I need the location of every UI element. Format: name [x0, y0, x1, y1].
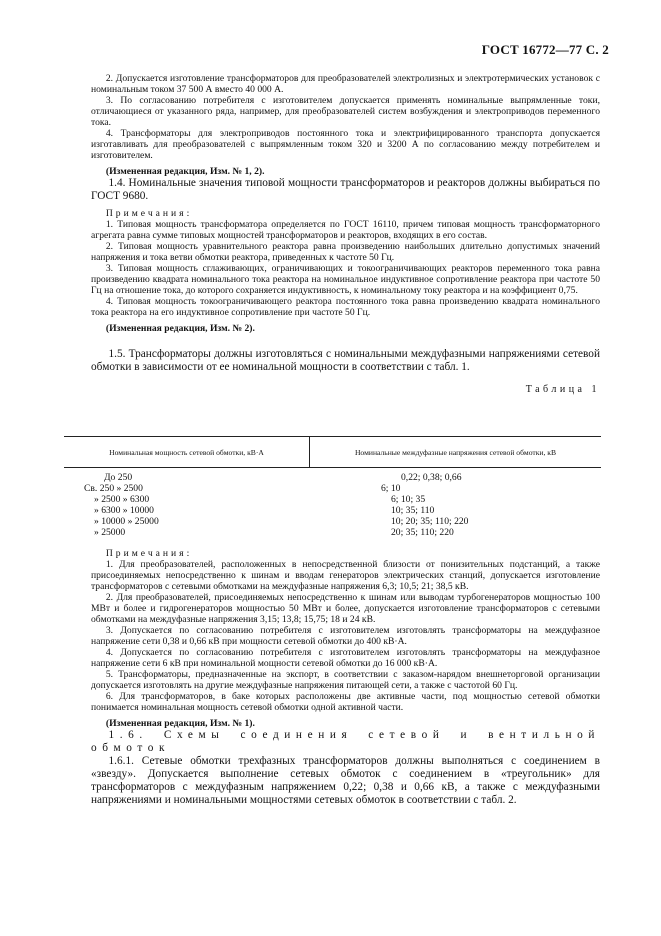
notes-heading: Примечания: — [105, 548, 193, 559]
note-paragraph: 3. По согласованию потребителя с изготовителем допускается применять номинальные выпрямленные токи, отличающиеся от указанного ряда, например, для преобразователей систем возбуждения и электроприводов переменного тока. — [91, 95, 600, 128]
note-paragraph: 2. Допускается изготовление трансформаторов для преобразователей электролизных и электротермических установок с номинальным током 37 500 А вместо 40 000 А. — [91, 73, 600, 95]
power-cell: » 25000 — [94, 527, 126, 538]
table-row — [64, 516, 601, 527]
note-paragraph: 3. Типовая мощность сглаживающих, ограничивающих и токоограничивающих реакторов переменного тока равна произведению квадрата номинального тока реактора на номинальное индуктивное сопротивление реактора при частоте 50 Гц на отношение тока, до которого сохраняется индуктивность, к номинальному току реактора и на коэффициент 0,75. — [91, 263, 600, 296]
document-body — [91, 73, 600, 395]
note-paragraph: 4. Типовая мощность токоограничивающего реактора постоянного тока равна произведению квадрата номинального тока реактора на его индуктивное сопротивление при частоте 50 Гц. — [91, 296, 600, 318]
voltage-cell: 6; 10; 35 — [391, 494, 426, 505]
note-paragraph: 5. Трансформаторы, предназначенные на экспорт, в соответствии с заказом-нарядом внешнеторговой организации допускается изготовлять на другие междуфазные напряжения питающей сети, а также с частотой 60 Гц. — [91, 669, 600, 691]
voltage-cell: 6; 10 — [381, 483, 401, 494]
table-row — [64, 483, 601, 494]
table-row — [64, 494, 601, 505]
power-cell: Св. 250 » 2500 — [84, 483, 143, 494]
clause-1-4: 1.4. Номинальные значения типовой мощности трансформаторов и реакторов должны выбираться по ГОСТ 9680. — [91, 177, 600, 202]
table-header-voltage: Номинальные междуфазные напряжения сетевой обмотки, кВ — [354, 447, 557, 457]
page-header: ГОСТ 16772—77 С. 2 — [481, 42, 609, 57]
voltage-cell: 10; 35; 110 — [391, 505, 435, 516]
clause-1-5: 1.5. Трансформаторы должны изготовляться с номинальными междуфазными напряжениями сетевой обмотки в зависимости от ее номинальной мощности в соответствии с табл. 1. — [91, 348, 600, 373]
power-cell: До 250 — [104, 472, 133, 483]
section-heading: 1.6. Схемы соединения сетевой и вентильной обмоток — [91, 729, 600, 754]
amendment-note: (Измененная редакция, Изм. № 1, 2). — [105, 166, 265, 177]
note-paragraph: 3. Допускается по согласованию потребителя с изготовителем изготовлять трансформаторы на междуфазное напряжение сети 0,38 и 0,66 кВ при мощности сетевой обмотки до 400 кВ·А. — [91, 625, 600, 647]
note-paragraph: 6. Для трансформаторов, в баке которых расположены две активные части, под мощностью сетевой обмотки понимается номинальная мощность сетевой обмотки одной активной части. — [91, 691, 600, 713]
power-cell: » 2500 » 6300 — [94, 494, 150, 505]
table-header-power: Номинальная мощность сетевой обмотки, кВ·А — [64, 437, 310, 467]
note-paragraph: 2. Типовая мощность уравнительного реактора равна произведению наибольших длительно допустимых значений напряжения и тока ветви обмотки реактора, приведенных к частоте 50 Гц. — [91, 241, 600, 263]
voltage-cell: 20; 35; 110; 220 — [391, 527, 454, 538]
table-header-row — [64, 436, 601, 468]
note-paragraph: 1. Для преобразователей, расположенных в непосредственной близости от понизительных подстанций, а также присоединяемых непосредственно к шинам и вводам генераторов электрических станций, допускается изготовление трансформаторов с сетевыми обмотками на междуфазные напряжения 6,3; 10,5; 21; 38,5 кВ. — [91, 559, 600, 592]
amendment-note: (Измененная редакция, Изм. № 2). — [105, 323, 255, 334]
table-row — [64, 505, 601, 516]
voltage-cell: 10; 20; 35; 110; 220 — [391, 516, 469, 527]
table-row — [64, 472, 601, 483]
notes-heading: Примечания: — [105, 208, 193, 219]
document-body-lower — [91, 548, 600, 807]
note-paragraph: 4. Допускается по согласованию потребителя с изготовителем изготовлять трансформаторы на междуфазное напряжение сети 6 кВ при номинальной мощности сетевой обмотки до 16 000 кВ·А. — [91, 647, 600, 669]
amendment-note: (Измененная редакция, Изм. № 1). — [105, 718, 255, 729]
note-paragraph: 1. Типовая мощность трансформатора определяется по ГОСТ 16110, причем типовая мощность трансформаторного агрегата равна сумме типовых мощностей трансформаторов и реакторов, входящих в его состав. — [91, 219, 600, 241]
table-1 — [64, 436, 601, 538]
table-row — [64, 527, 601, 538]
clause-1-6-1: 1.6.1. Сетевые обмотки трехфазных трансформаторов должны выполняться с соединением в «звезду». Допускается выполнение сетевых обмоток с соединением в «треугольник» для трансформаторов с междуфазным напряжением 0,22; 0,38 и 0,66 кВ, а также с междуфазными напряжениями и номинальными мощностями сетевых обмоток в соответствии с табл. 2. — [91, 755, 600, 806]
note-paragraph: 4. Трансформаторы для электроприводов постоянного тока и электрифицированного транспорта допускается изготавливать для преобразователей с выпрямленным током 320 и 3200 А по согласованию между потребителем и изготовителем. — [91, 128, 600, 161]
power-cell: » 6300 » 10000 — [94, 505, 154, 516]
voltage-cell: 0,22; 0,38; 0,66 — [401, 472, 462, 483]
power-cell: » 10000 » 25000 — [94, 516, 159, 527]
table-body — [64, 468, 601, 538]
note-paragraph: 2. Для преобразователей, присоединяемых непосредственно к шинам или выводам турбогенераторов мощностью 100 МВт и более и гидрогенераторов мощностью 50 МВт и более, допускается изготовление трансформаторов с сетевыми обмотками на междуфазные напряжения 3,15; 13,8; 15,75; 18 и 24 кВ. — [91, 592, 600, 625]
table-title: Таблица 1 — [525, 384, 600, 395]
